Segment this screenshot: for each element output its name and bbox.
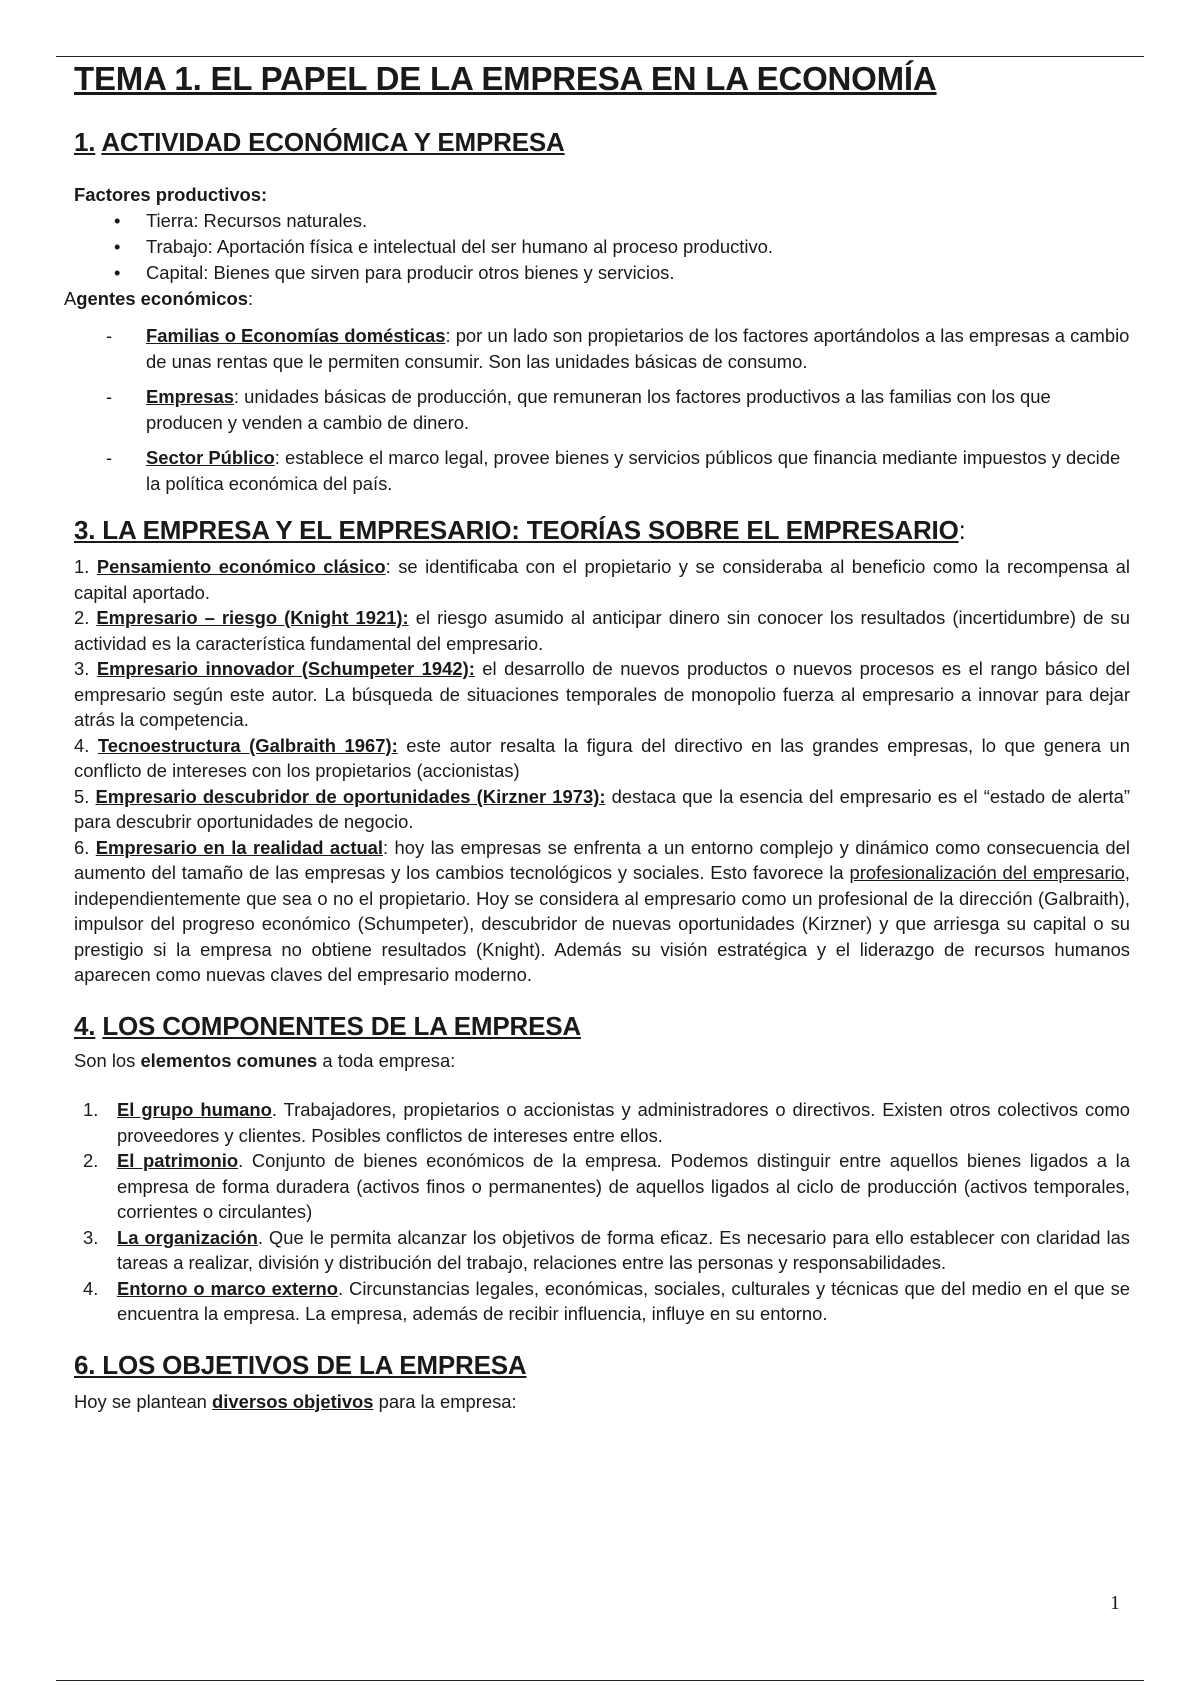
list-item: - Sector Público: establece el marco legal, provee bienes y servicios públicos que financia mediante impuestos y decide la política económica del país. — [106, 447, 1121, 494]
theory-item: 5. Empresario descubridor de oportunidades (Kirzner 1973): destaca que la esencia del empresario es el “estado de alerta” para descubrir oportunidades de negocio. — [74, 785, 1130, 832]
theory-item: 6. Empresario en la realidad actual: hoy las empresas se enfrenta a un entorno complejo y dinámico como consecuencia del aumento del tamaño de las empresas y los cambios tecnológicos y sociales. Esto favorece la profesionalización del empresario, independientemente que sea o no el propietario. Hoy se considera al empresario como un profesional de la dirección (Galbraith), impulsor del progreso económico (Schumpeter), descubridor de nuevas oportunidades (Kirzner) y que arriesga su capital o su prestigio si la empresa no obtiene resultados (Knight). Además su visión estratégica y el liderazgo de recursos humanos aparecen como nuevas claves del empresario moderno. — [74, 836, 1131, 985]
dash-icon: - — [106, 386, 113, 407]
factores-label: Factores productivos: — [74, 184, 268, 205]
section-3-body — [74, 554, 1130, 988]
list-item: 3. La organización. Que le permita alcanzar los objetivos de forma eficaz. Es necesario para ello establecer con claridad las tareas a realizar, división y distribución del trabajo, relaciones entre las personas y responsabilidades. — [83, 1226, 1130, 1273]
theory-item: 4. Tecnoestructura (Galbraith 1967): este autor resalta la figura del directivo en las grandes empresas, lo que genera un conflicto de intereses con los propietarios (accionistas) — [74, 734, 1130, 781]
dash-icon: - — [106, 447, 113, 468]
bullet-icon: • — [114, 209, 121, 231]
list-item: • Capital: Bienes que sirven para producir otros bienes y servicios. — [74, 260, 1130, 286]
factores-list — [74, 208, 1130, 286]
theory-item: 2. Empresario – riesgo (Knight 1921): el riesgo asumido al anticipar dinero sin conocer los resultados (incertidumbre) de su actividad es la característica fundamental del empresario. — [74, 607, 1130, 654]
section-3-heading: 3. LA EMPRESA Y EL EMPRESARIO: TEORÍAS SOBRE EL EMPRESARIO: — [74, 515, 966, 545]
bullet-icon: • — [114, 235, 121, 257]
page-number: 1 — [1110, 1592, 1120, 1614]
components-list — [74, 1097, 1130, 1327]
section-6-heading: 6. LOS OBJETIVOS DE LA EMPRESA — [74, 1349, 527, 1380]
theory-item: 3. Empresario innovador (Schumpeter 1942): el desarrollo de nuevos productos o nuevos procesos es el rango básico del empresario según este autor. La búsqueda de situaciones temporales de monopolio fuerza al empresario a innovar para dejar atrás la competencia. — [74, 658, 1130, 730]
list-item: - Familias o Economías domésticas: por un lado son propietarios de los factores aportándolos a las empresas a cambio de unas rentas que le permiten consumir. Son las unidades básicas de consumo. — [106, 325, 1130, 372]
list-item: • Tierra: Recursos naturales. — [74, 208, 1130, 234]
section-1-number: 1. — [74, 127, 96, 157]
theory-item: 1. Pensamiento económico clásico: se identificaba con el propietario y se consideraba al beneficio como la recompensa al capital aportado. — [74, 556, 1130, 603]
bullet-icon: • — [114, 261, 121, 283]
agentes-label: Agentes económicos: — [64, 287, 254, 309]
agentes-list — [74, 323, 1130, 496]
section-6-intro: Hoy se plantean diversos objetivos para la empresa: — [74, 1390, 517, 1412]
section-1-title: ACTIVIDAD ECONÓMICA Y EMPRESA — [101, 127, 565, 157]
list-item: 4. Entorno o marco externo. Circunstancias legales, económicas, sociales, culturales y técnicas que del medio en el que se encuentra la empresa. La empresa, además de recibir influencia, influye en su entorno. — [83, 1277, 1130, 1324]
dash-icon: - — [106, 325, 113, 346]
list-item: 2. El patrimonio. Conjunto de bienes económicos de la empresa. Podemos distinguir entre aquellos bienes ligados a la empresa de forma duradera (activos finos o permanentes) de aquellos ligados al ciclo de producción (activos temporales, corrientes o circulantes) — [83, 1150, 1130, 1222]
list-item: 1. El grupo humano. Trabajadores, propietarios o accionistas y administradores o directivos. Existen otros colectivos como proveedores y clientes. Posibles conflictos de intereses entre ellos. — [83, 1099, 1130, 1146]
section-1-heading — [74, 126, 1130, 158]
section-4-heading: 4. LOS COMPONENTES DE LA EMPRESA — [74, 1010, 581, 1041]
section-4-intro: Son los elementos comunes a toda empresa: — [74, 1049, 456, 1071]
page-title: TEMA 1. EL PAPEL DE LA EMPRESA EN LA ECONOMÍA — [74, 60, 937, 97]
list-item: - Empresas: unidades básicas de producción, que remuneran los factores productivos a las familias con los que producen y venden a cambio de dinero. — [106, 386, 1051, 433]
list-item: • Trabajo: Aportación física e intelectual del ser humano al proceso productivo. — [74, 234, 1130, 260]
bottom-rule — [56, 1680, 1144, 1681]
document-page — [64, 56, 1131, 1414]
